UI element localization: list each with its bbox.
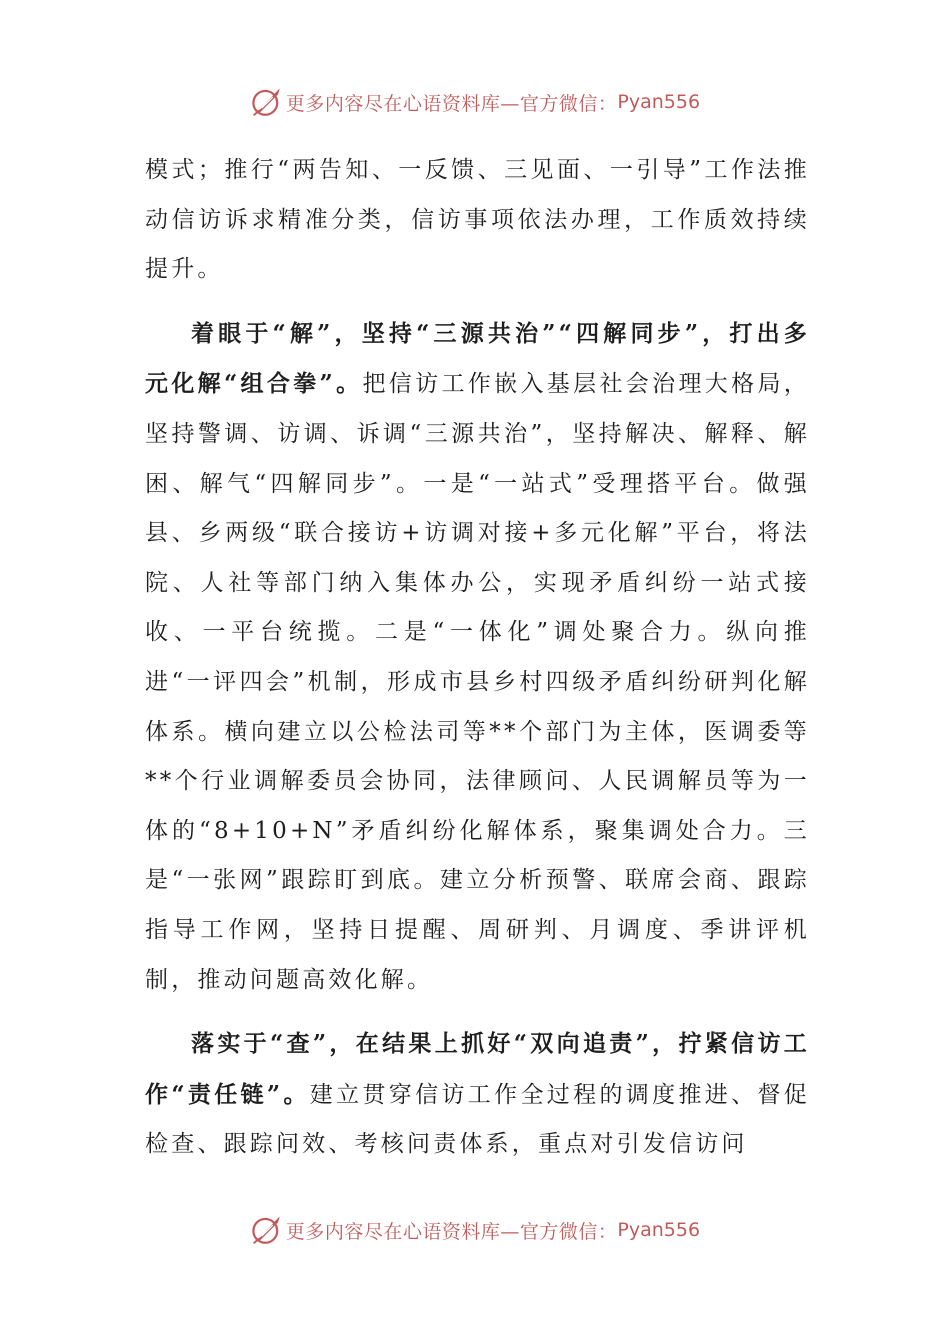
banner-text: 更多内容尽在心语资料库—官方微信： bbox=[285, 1220, 618, 1243]
paragraph-continuation: 模式；推行“两告知、一反馈、三见面、一引导”工作法推动信访诉求精准分类，信访事项依法办理，工作质效持续提升。 bbox=[145, 157, 810, 283]
paragraph-text: 把信访工作嵌入基层社会治理大格局，坚持警调、访调、诉调“三源共治”，坚持解决、解释、解困、解气“四解同步”。一是“一站式”受理搭平台。做强县、乡两级“联合接访+访调对接+多元化解”平台，将法院、人社等部门纳入集体办公，实现矛盾纠纷一站式接收、一平台统揽。二是“一体化”调处聚合力。纵向推进“一评四会”机制，形成市县乡村四级矛盾纠纷研判化解体系。横向建立以公检法司等**个部门为主体，医调委等**个行业调解委员会协同，法律顾问、人民调解员等为一体的“8+10+N”矛盾纠纷化解体系，聚集调处合力。三是“一张网”跟踪盯到底。建立分析预警、联席会商、跟踪指导工作网，坚持日提醒、周研判、月调度、季讲评机制，推动问题高效化解。 bbox=[145, 371, 810, 993]
paragraph-text: 建立贯穿信访工作全过程的调度推进、督促检查、跟踪问效、考核问责体系，重点对引发信访问 bbox=[145, 1081, 810, 1158]
header-banner bbox=[0, 82, 950, 122]
quill-pen-logo-icon bbox=[250, 85, 284, 119]
paragraph-heading: 落实于“查”，在结果上抓好“双向追责”，拧紧信访工作“责任链”。 bbox=[145, 1030, 810, 1108]
banner-text: 更多内容尽在心语资料库—官方微信： bbox=[285, 92, 618, 115]
footer-banner bbox=[0, 1210, 950, 1250]
paragraph-heading: 着眼于“解”，坚持“三源共治”“四解同步”，打出多元化解“组合拳”。 bbox=[145, 319, 810, 398]
wechat-id: Pyan556 bbox=[617, 1219, 701, 1241]
paragraph-resolve bbox=[145, 309, 810, 1005]
document-body bbox=[145, 146, 810, 1170]
quill-pen-logo-icon bbox=[250, 1213, 284, 1247]
paragraph-check bbox=[145, 1019, 810, 1170]
wechat-id: Pyan556 bbox=[617, 91, 701, 113]
